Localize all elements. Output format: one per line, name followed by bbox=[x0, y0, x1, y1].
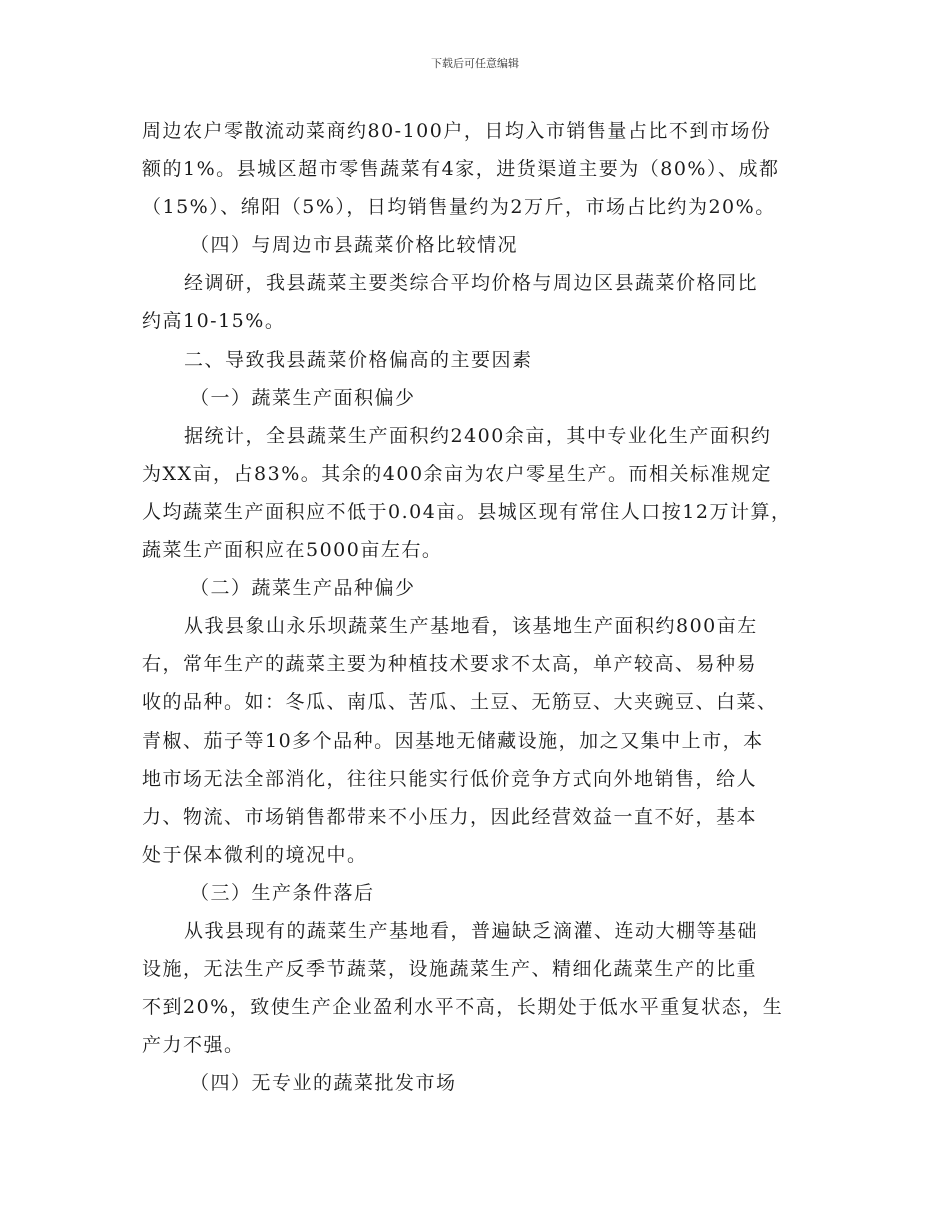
text-line: （三）生产条件落后 bbox=[190, 881, 375, 904]
text-line: 经调研，我县蔬菜主要类综合平均价格与周边区县蔬菜价格同比 bbox=[184, 272, 759, 295]
text-line: 周边农户零散流动菜商约80-100户，日均入市销售量占比不到市场份 bbox=[142, 120, 772, 142]
text-line: 产力不强。 bbox=[142, 1034, 245, 1057]
text-line: 设施，无法生产反季节蔬菜，设施蔬菜生产、精细化蔬菜生产的比重 bbox=[142, 958, 758, 981]
text-line: 处于保本微利的境况中。 bbox=[142, 843, 368, 866]
text-line: （二）蔬菜生产品种偏少 bbox=[190, 577, 416, 600]
text-line: 约高10-15%。 bbox=[142, 310, 286, 333]
text-line: 地市场无法全部消化，往往只能实行低价竞争方式向外地销售，给人 bbox=[142, 767, 758, 790]
text-line: （四）无专业的蔬菜批发市场 bbox=[190, 1072, 457, 1095]
document-body bbox=[142, 112, 822, 1102]
text-line: 人均蔬菜生产面积应不低于0.04亩。县城区现有常住人口按12万计算， bbox=[142, 500, 792, 523]
text-line: 据统计，全县蔬菜生产面积约2400余亩，其中专业化生产面积约 bbox=[184, 424, 772, 447]
text-line: 为XX亩，占83%。其余的400余亩为农户零星生产。而相关标准规定 bbox=[142, 462, 773, 485]
text-line: 青椒、茄子等10多个品种。因基地无储藏设施，加之又集中上市，本 bbox=[142, 729, 764, 752]
text-line: 蔬菜生产面积应在5000亩左右。 bbox=[142, 539, 443, 562]
text-line: 不到20%，致使生产企业盈利水平不高，长期处于低水平重复状态，生 bbox=[142, 996, 784, 1019]
text-line: 从我县现有的蔬菜生产基地看，普遍缺乏滴灌、连动大棚等基础 bbox=[184, 919, 759, 942]
text-line: （15%）、绵阳（5%），日均销售量约为2万斤，市场占比约为20%。 bbox=[142, 196, 776, 219]
page-header-note: 下载后可任意编辑 bbox=[431, 57, 519, 70]
text-line: （四）与周边市县蔬菜价格比较情况 bbox=[190, 234, 519, 257]
text-line: 额的1%。县城区超市零售蔬菜有4家，进货渠道主要为（80%）、成都 bbox=[142, 158, 780, 181]
text-line: （一）蔬菜生产面积偏少 bbox=[190, 386, 416, 409]
text-line: 从我县象山永乐坝蔬菜生产基地看，该基地生产面积约800亩左 bbox=[184, 615, 758, 638]
text-line: 右，常年生产的蔬菜主要为种植技术要求不太高，单产较高、易种易 bbox=[142, 653, 758, 676]
text-line: 收的品种。如：冬瓜、南瓜、苦瓜、土豆、无筋豆、大夹豌豆、白菜、 bbox=[142, 691, 778, 714]
text-line: 力、物流、市场销售都带来不小压力，因此经营效益一直不好，基本 bbox=[142, 805, 758, 828]
text-line: 二、导致我县蔬菜价格偏高的主要因素 bbox=[184, 348, 533, 371]
